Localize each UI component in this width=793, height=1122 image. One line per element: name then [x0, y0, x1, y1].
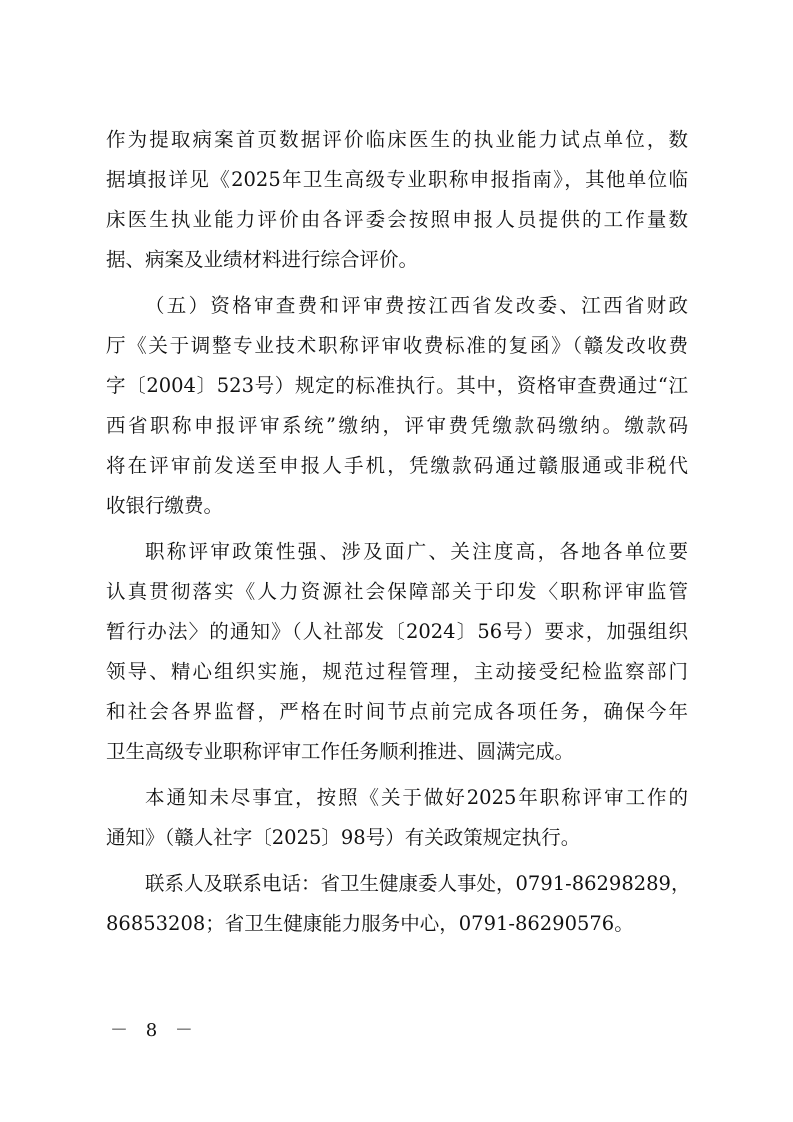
text-line: 86853208；省卫生健康能力服务中心，0791-86290576。 [106, 912, 634, 935]
text-line: 作为提取病案首页数据评价临床医生的执业能力试点单位，数 [106, 128, 688, 151]
text-line: 暂行办法〉的通知》（人社部发〔2024〕56号）要求，加强组织 [106, 620, 688, 643]
text-line: 将在评审前发送至申报人手机，凭缴款码通过赣服通或非税代 [106, 454, 688, 477]
paragraph-policy-requirements [106, 532, 688, 772]
text-line: 据填报详见《2025年卫生高级专业职称申报指南》，其他单位临 [106, 168, 688, 191]
text-line: 联系人及联系电话：省卫生健康委人事处，0791-86298289， [145, 872, 691, 895]
text-line: 字〔2004〕523号）规定的标准执行。其中，资格审查费通过“江 [106, 374, 688, 397]
text-line: 西省职称申报评审系统”缴纳，评审费凭缴款码缴纳。缴款码 [106, 414, 688, 437]
page-number: － 8 － [110, 1020, 199, 1041]
paragraph-fees [106, 286, 688, 526]
text-line: 卫生高级专业职称评审工作任务顺利推进、圆满完成。 [106, 740, 575, 763]
text-line: 收银行缴费。 [106, 494, 224, 517]
paragraph-contact-info [106, 864, 691, 944]
paragraph-other-matters [106, 778, 688, 858]
document-body [106, 120, 691, 944]
text-line: 认真贯彻落实《人力资源社会保障部关于印发〈职称评审监管 [106, 580, 688, 603]
text-line: 和社会各界监督，严格在时间节点前完成各项任务，确保今年 [106, 700, 688, 723]
text-line: 本通知未尽事宜，按照《关于做好2025年职称评审工作的 [145, 786, 688, 809]
text-line: 床医生执业能力评价由各评委会按照申报人员提供的工作量数 [106, 208, 688, 231]
text-line: 据、病案及业绩材料进行综合评价。 [106, 248, 419, 271]
paragraph-evaluation-pilot [106, 120, 688, 280]
text-line: 领导、精心组织实施，规范过程管理，主动接受纪检监察部门 [106, 660, 688, 683]
text-line: 通知》（赣人社字〔2025〕98号）有关政策规定执行。 [106, 826, 581, 849]
text-line: 厅《关于调整专业技术职称评审收费标准的复函》（赣发改收费 [106, 334, 688, 357]
text-line: （五）资格审查费和评审费按江西省发改委、江西省财政 [145, 294, 688, 317]
text-line: 职称评审政策性强、涉及面广、关注度高，各地各单位要 [145, 540, 688, 563]
